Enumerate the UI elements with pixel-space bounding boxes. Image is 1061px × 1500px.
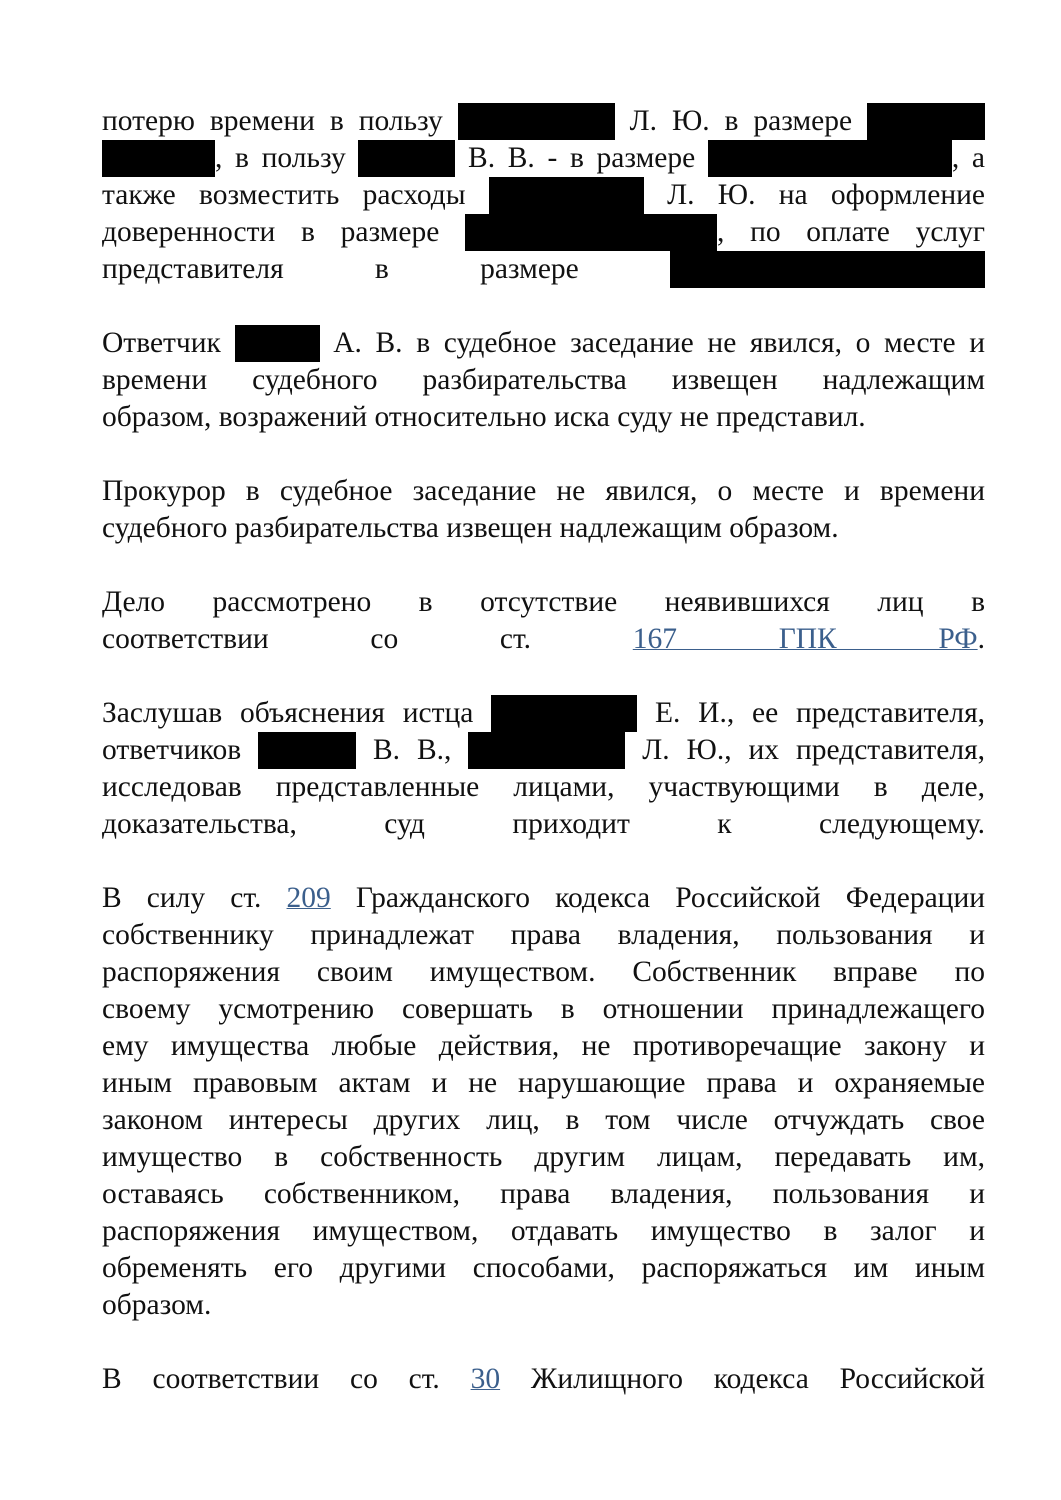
text-line: законом интересы других лиц, в том числе отчуждать свое	[102, 1104, 985, 1136]
text-line: имущество в собственность другим лицам, передавать им,	[102, 1141, 985, 1173]
redaction	[465, 214, 717, 251]
redaction	[491, 695, 637, 732]
text: Ответчик	[102, 327, 221, 359]
text-line: собственнику принадлежат права владения, пользования и	[102, 919, 985, 951]
paragraph-7	[102, 1361, 985, 1398]
redaction	[102, 140, 215, 177]
redaction	[489, 177, 644, 214]
paragraph-3	[102, 473, 985, 547]
text-line: образом, возражений относительно иска суду не представил.	[102, 401, 866, 433]
text-line: оставаясь собственником, права владения, пользования и	[102, 1178, 985, 1210]
text-line: доказательства, суд приходит к следующему.	[102, 808, 985, 840]
text: В силу ст.	[102, 882, 262, 914]
paragraph-2	[102, 325, 985, 436]
redaction	[867, 103, 985, 140]
redaction	[235, 325, 320, 362]
law-link-gpk-167[interactable]: 167 ГПК РФ	[632, 623, 978, 655]
text-line: ему имущества любые действия, не противоречащие закону и	[102, 1030, 985, 1062]
text: , в пользу	[215, 142, 346, 174]
redaction	[358, 140, 455, 177]
text: Жилищного кодекса Российской	[530, 1363, 985, 1395]
text: потерю времени в пользу	[102, 105, 443, 137]
text: Л. Ю., их представителя,	[642, 734, 985, 766]
text: Л. Ю. на оформление	[667, 179, 985, 211]
text: соответствии со ст.	[102, 623, 532, 655]
text-line: образом.	[102, 1289, 212, 1321]
redaction	[258, 732, 356, 769]
text-line: Прокурор в судебное заседание не явился, о месте и времени	[102, 475, 985, 507]
text: Гражданского кодекса Российской Федерации	[355, 882, 985, 914]
text-line: иным правовым актам и не нарушающие права и охраняемые	[102, 1067, 985, 1099]
text: В. В. - в размере	[468, 142, 696, 174]
redaction	[670, 251, 985, 288]
text-line: судебного разбирательства извещен надлежащим образом.	[102, 512, 839, 544]
text-line: своему усмотрению совершать в отношении принадлежащего	[102, 993, 985, 1025]
text: Е. И., ее представителя,	[654, 697, 985, 729]
paragraph-5	[102, 695, 985, 843]
text: А. В. в судебное заседание не явился, о месте и	[333, 327, 985, 359]
document-page	[102, 103, 985, 1398]
text-line: исследовав представленные лицами, участвующими в деле,	[102, 771, 985, 803]
text: , по оплате услуг	[717, 216, 985, 248]
text: ответчиков	[102, 734, 242, 766]
text: также возместить расходы	[102, 179, 466, 211]
text: , а	[951, 142, 985, 174]
text: .	[977, 623, 985, 655]
law-link-gk-209[interactable]: 209	[286, 882, 331, 914]
text: Л. Ю. в размере	[629, 105, 853, 137]
text: доверенности в размере	[102, 216, 440, 248]
text-line: обременять его другими способами, распоряжаться им иным	[102, 1252, 985, 1284]
text: Заслушав объяснения истца	[102, 697, 474, 729]
text: В. В.,	[372, 734, 452, 766]
redaction	[468, 732, 625, 769]
law-link-zhk-30[interactable]: 30	[470, 1363, 501, 1395]
text-line: времени судебного разбирательства извещен надлежащим	[102, 364, 985, 396]
redaction	[708, 140, 952, 177]
text: В соответствии со ст.	[102, 1363, 440, 1395]
text: представителя в размере	[102, 253, 579, 285]
text-line: Дело рассмотрено в отсутствие неявившихся лиц в	[102, 586, 985, 618]
text-line: распоряжения своим имуществом. Собственник вправе по	[102, 956, 985, 988]
text-line: распоряжения имуществом, отдавать имущество в залог и	[102, 1215, 985, 1247]
paragraph-1	[102, 103, 985, 288]
redaction	[458, 103, 615, 140]
paragraph-6	[102, 880, 985, 1324]
paragraph-4	[102, 584, 985, 658]
